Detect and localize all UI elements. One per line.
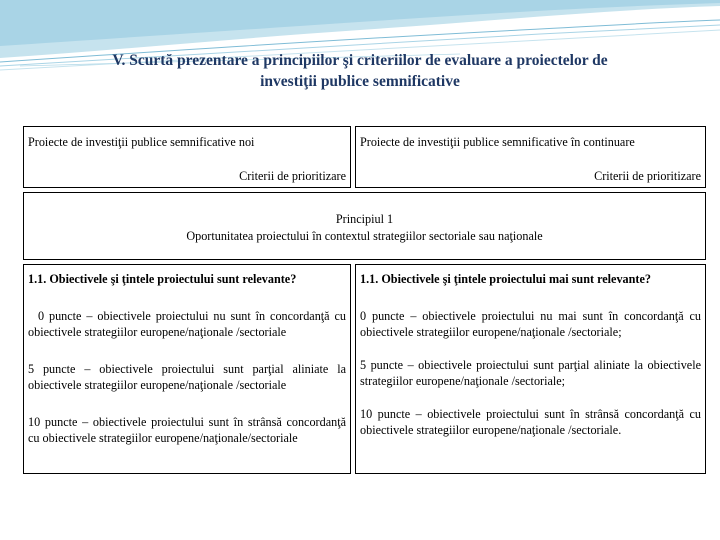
continuing-projects-header-box: [355, 126, 706, 188]
slide-title: [40, 50, 680, 92]
criterion-question-new: 1.1. Obiectivele şi ţintele proiectului sunt relevante?: [28, 272, 297, 286]
new-projects-criteria-label: Criterii de prioritizare: [239, 168, 346, 183]
score-5-new: 5 puncte – obiectivele proiectului sunt parţial aliniate la obiectivele strategiilor europene/naţionale /sectoriale: [28, 361, 346, 392]
score-10-continuing: 10 puncte – obiectivele proiectului sunt în strânsă concordanţă cu obiectivele strategiilor europene/naţionale /sectoriale.: [360, 406, 701, 437]
score-10-new: 10 puncte – obiectivele proiectului sunt în strânsă concordanţă cu obiectivele strategiilor europene/naţionale/sectoriale: [28, 414, 346, 445]
score-5-continuing: 5 puncte – obiectivele proiectului sunt parţial aliniate la obiectivele strategiilor europene/naţionale /sectoriale;: [360, 357, 701, 388]
continuing-projects-criteria-label: Criterii de prioritizare: [594, 168, 701, 183]
continuing-projects-criterion-box: [355, 264, 706, 474]
principle-box: [23, 192, 706, 260]
score-0-new: 0 puncte – obiectivele proiectului nu sunt în concordanţă cu obiectivele strategiilor europene/naţionale /sectoriale: [28, 308, 346, 339]
new-projects-header-box: [23, 126, 351, 188]
principle-description: Oportunitatea proiectului în contextul strategiilor sectoriale sau naţionale: [186, 228, 543, 243]
principle-name: Principiul 1: [335, 212, 394, 226]
continuing-projects-title: Proiecte de investiţii publice semnificative în continuare: [360, 135, 635, 149]
title-line-1: V. Scurtă prezentare a principiilor şi criteriilor de evaluare a proiectelor de: [112, 52, 608, 69]
score-0-continuing: 0 puncte – obiectivele proiectului nu mai sunt în concordanţă cu obiectivele strategiilor europene/naţionale /sectoriale;: [360, 308, 701, 339]
new-projects-criterion-box: [23, 264, 351, 474]
title-line-2: investiţii publice semnificative: [260, 73, 460, 90]
new-projects-title: Proiecte de investiţii publice semnificative noi: [28, 135, 255, 149]
criterion-question-continuing: 1.1. Obiectivele şi ţintele proiectului mai sunt relevante?: [360, 272, 651, 286]
